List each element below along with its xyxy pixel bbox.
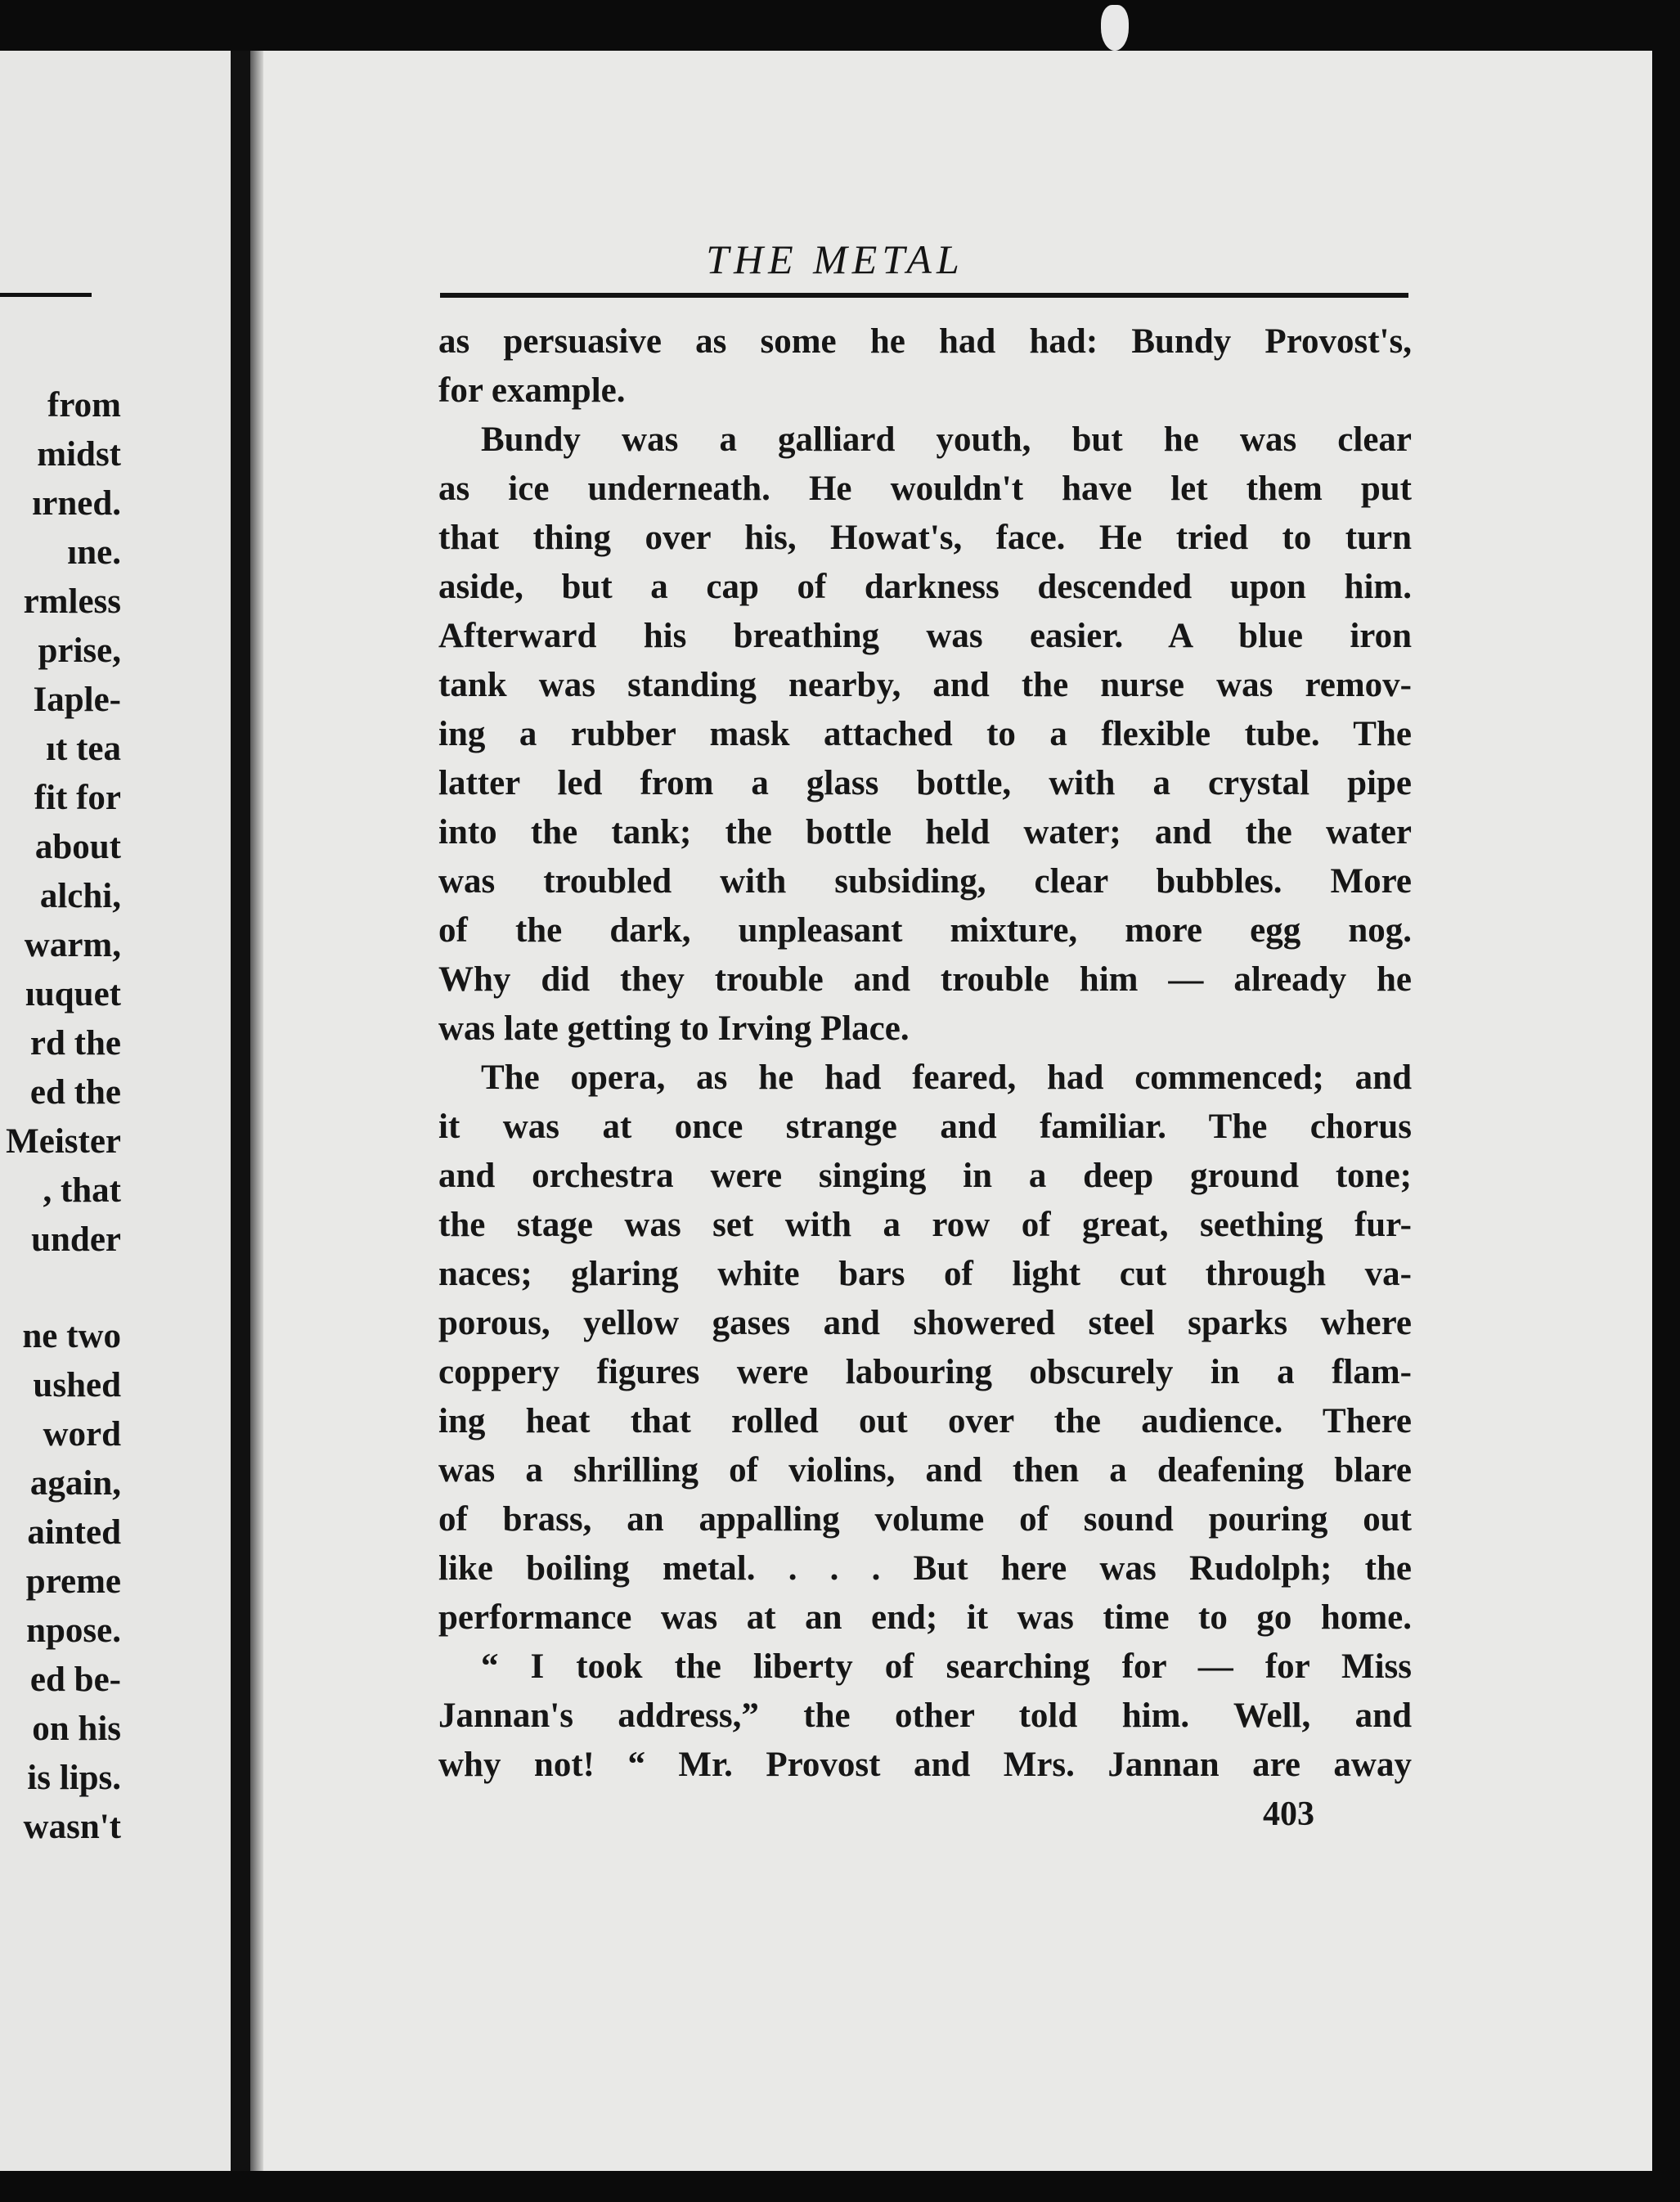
left-fragment: ed be-	[29, 1660, 121, 1699]
text-line: aside, but a cap of darkness descended upon him.	[438, 568, 1412, 606]
left-fragment: on his	[32, 1710, 121, 1748]
text-line: “ I took the liberty of searching for — for Miss	[481, 1647, 1412, 1686]
text-line: Bundy was a galliard youth, but he was clear	[481, 420, 1412, 459]
left-fragment: ıt tea	[46, 730, 121, 768]
left-fragment: , that	[43, 1171, 121, 1210]
left-page	[0, 51, 231, 2171]
text-line: of brass, an appalling volume of sound pouring out	[438, 1500, 1412, 1539]
left-fragment: ıne.	[67, 533, 121, 572]
running-head: THE METAL	[706, 236, 964, 282]
text-line: of the dark, unpleasant mixture, more egg nog.	[438, 911, 1412, 950]
left-fragment: warm,	[24, 926, 121, 964]
text-line: the stage was set with a row of great, seething fur-	[438, 1206, 1412, 1244]
text-line: naces; glaring white bars of light cut through va-	[438, 1255, 1412, 1293]
text-line: ing heat that rolled out over the audience. There	[438, 1402, 1412, 1440]
left-fragment: about	[34, 828, 121, 866]
text-line: Why did they trouble and trouble him — already he	[438, 960, 1412, 999]
text-line: performance was at an end; it was time to go home.	[438, 1598, 1412, 1637]
left-fragment: npose.	[26, 1611, 121, 1650]
right-page	[263, 51, 1652, 2171]
left-fragment: ushed	[33, 1366, 121, 1404]
text-line: Jannan's address,” the other told him. Well, and	[438, 1696, 1412, 1735]
left-fragment: from	[47, 386, 121, 425]
text-line: tank was standing nearby, and the nurse was remov-	[438, 666, 1412, 704]
book-spine	[231, 51, 250, 2171]
text-line: coppery figures were labouring obscurely in a flam-	[438, 1353, 1412, 1391]
left-fragment: rd the	[29, 1024, 121, 1063]
text-line: The opera, as he had feared, had commenced; and	[481, 1058, 1412, 1097]
left-fragment: Meister	[6, 1122, 121, 1161]
left-fragment: alchi,	[39, 877, 121, 915]
left-fragment: midst	[37, 435, 121, 474]
left-fragment: preme	[25, 1562, 121, 1601]
scan-speck	[1101, 5, 1129, 51]
left-fragment: ırned.	[32, 484, 121, 523]
left-fragment: ne two	[22, 1317, 121, 1355]
text-line: as persuasive as some he had had: Bundy Provost's,	[438, 322, 1412, 361]
left-fragment: ıuquet	[25, 975, 121, 1013]
text-line: was late getting to Irving Place.	[438, 1009, 910, 1048]
left-fragment: under	[31, 1220, 121, 1259]
left-fragment: word	[43, 1415, 121, 1454]
left-fragment: ed the	[29, 1073, 121, 1112]
text-line: for example.	[438, 371, 626, 410]
left-fragment: prise,	[38, 631, 121, 670]
page-gutter-shadow	[250, 51, 263, 2171]
text-line: into the tank; the bottle held water; and the water	[438, 813, 1412, 852]
text-line: ing a rubber mask attached to a flexible tube. The	[438, 715, 1412, 753]
text-line: porous, yellow gases and showered steel sparks where	[438, 1304, 1412, 1342]
running-head-rule	[440, 293, 1408, 298]
left-fragment: rmless	[23, 582, 121, 621]
left-fragment: fit for	[34, 779, 121, 817]
left-fragment: is lips.	[27, 1759, 121, 1797]
left-page-rule	[0, 293, 92, 297]
left-fragment: wasn't	[23, 1808, 121, 1846]
text-line: as ice underneath. He wouldn't have let them put	[438, 470, 1412, 508]
text-line: was troubled with subsiding, clear bubbles. More	[438, 862, 1412, 901]
text-line: Afterward his breathing was easier. A blue iron	[438, 617, 1412, 655]
text-line: that thing over his, Howat's, face. He tried to turn	[438, 519, 1412, 557]
body-text	[438, 317, 1412, 1790]
text-line: latter led from a glass bottle, with a crystal pipe	[438, 764, 1412, 802]
left-page-fragments	[6, 381, 121, 1852]
text-line: it was at once strange and familiar. The chorus	[438, 1108, 1412, 1146]
left-fragment: again,	[29, 1464, 121, 1503]
text-line: why not! “ Mr. Provost and Mrs. Jannan are away	[438, 1746, 1412, 1784]
left-fragment: Iaple-	[33, 681, 121, 719]
left-fragment: ainted	[27, 1513, 121, 1552]
text-line: like boiling metal. . . . But here was Rudolph; the	[438, 1549, 1412, 1588]
page-number: 403	[1263, 1795, 1314, 1833]
text-line: and orchestra were singing in a deep ground tone;	[438, 1157, 1412, 1195]
text-line: was a shrilling of violins, and then a deafening blare	[438, 1451, 1412, 1490]
